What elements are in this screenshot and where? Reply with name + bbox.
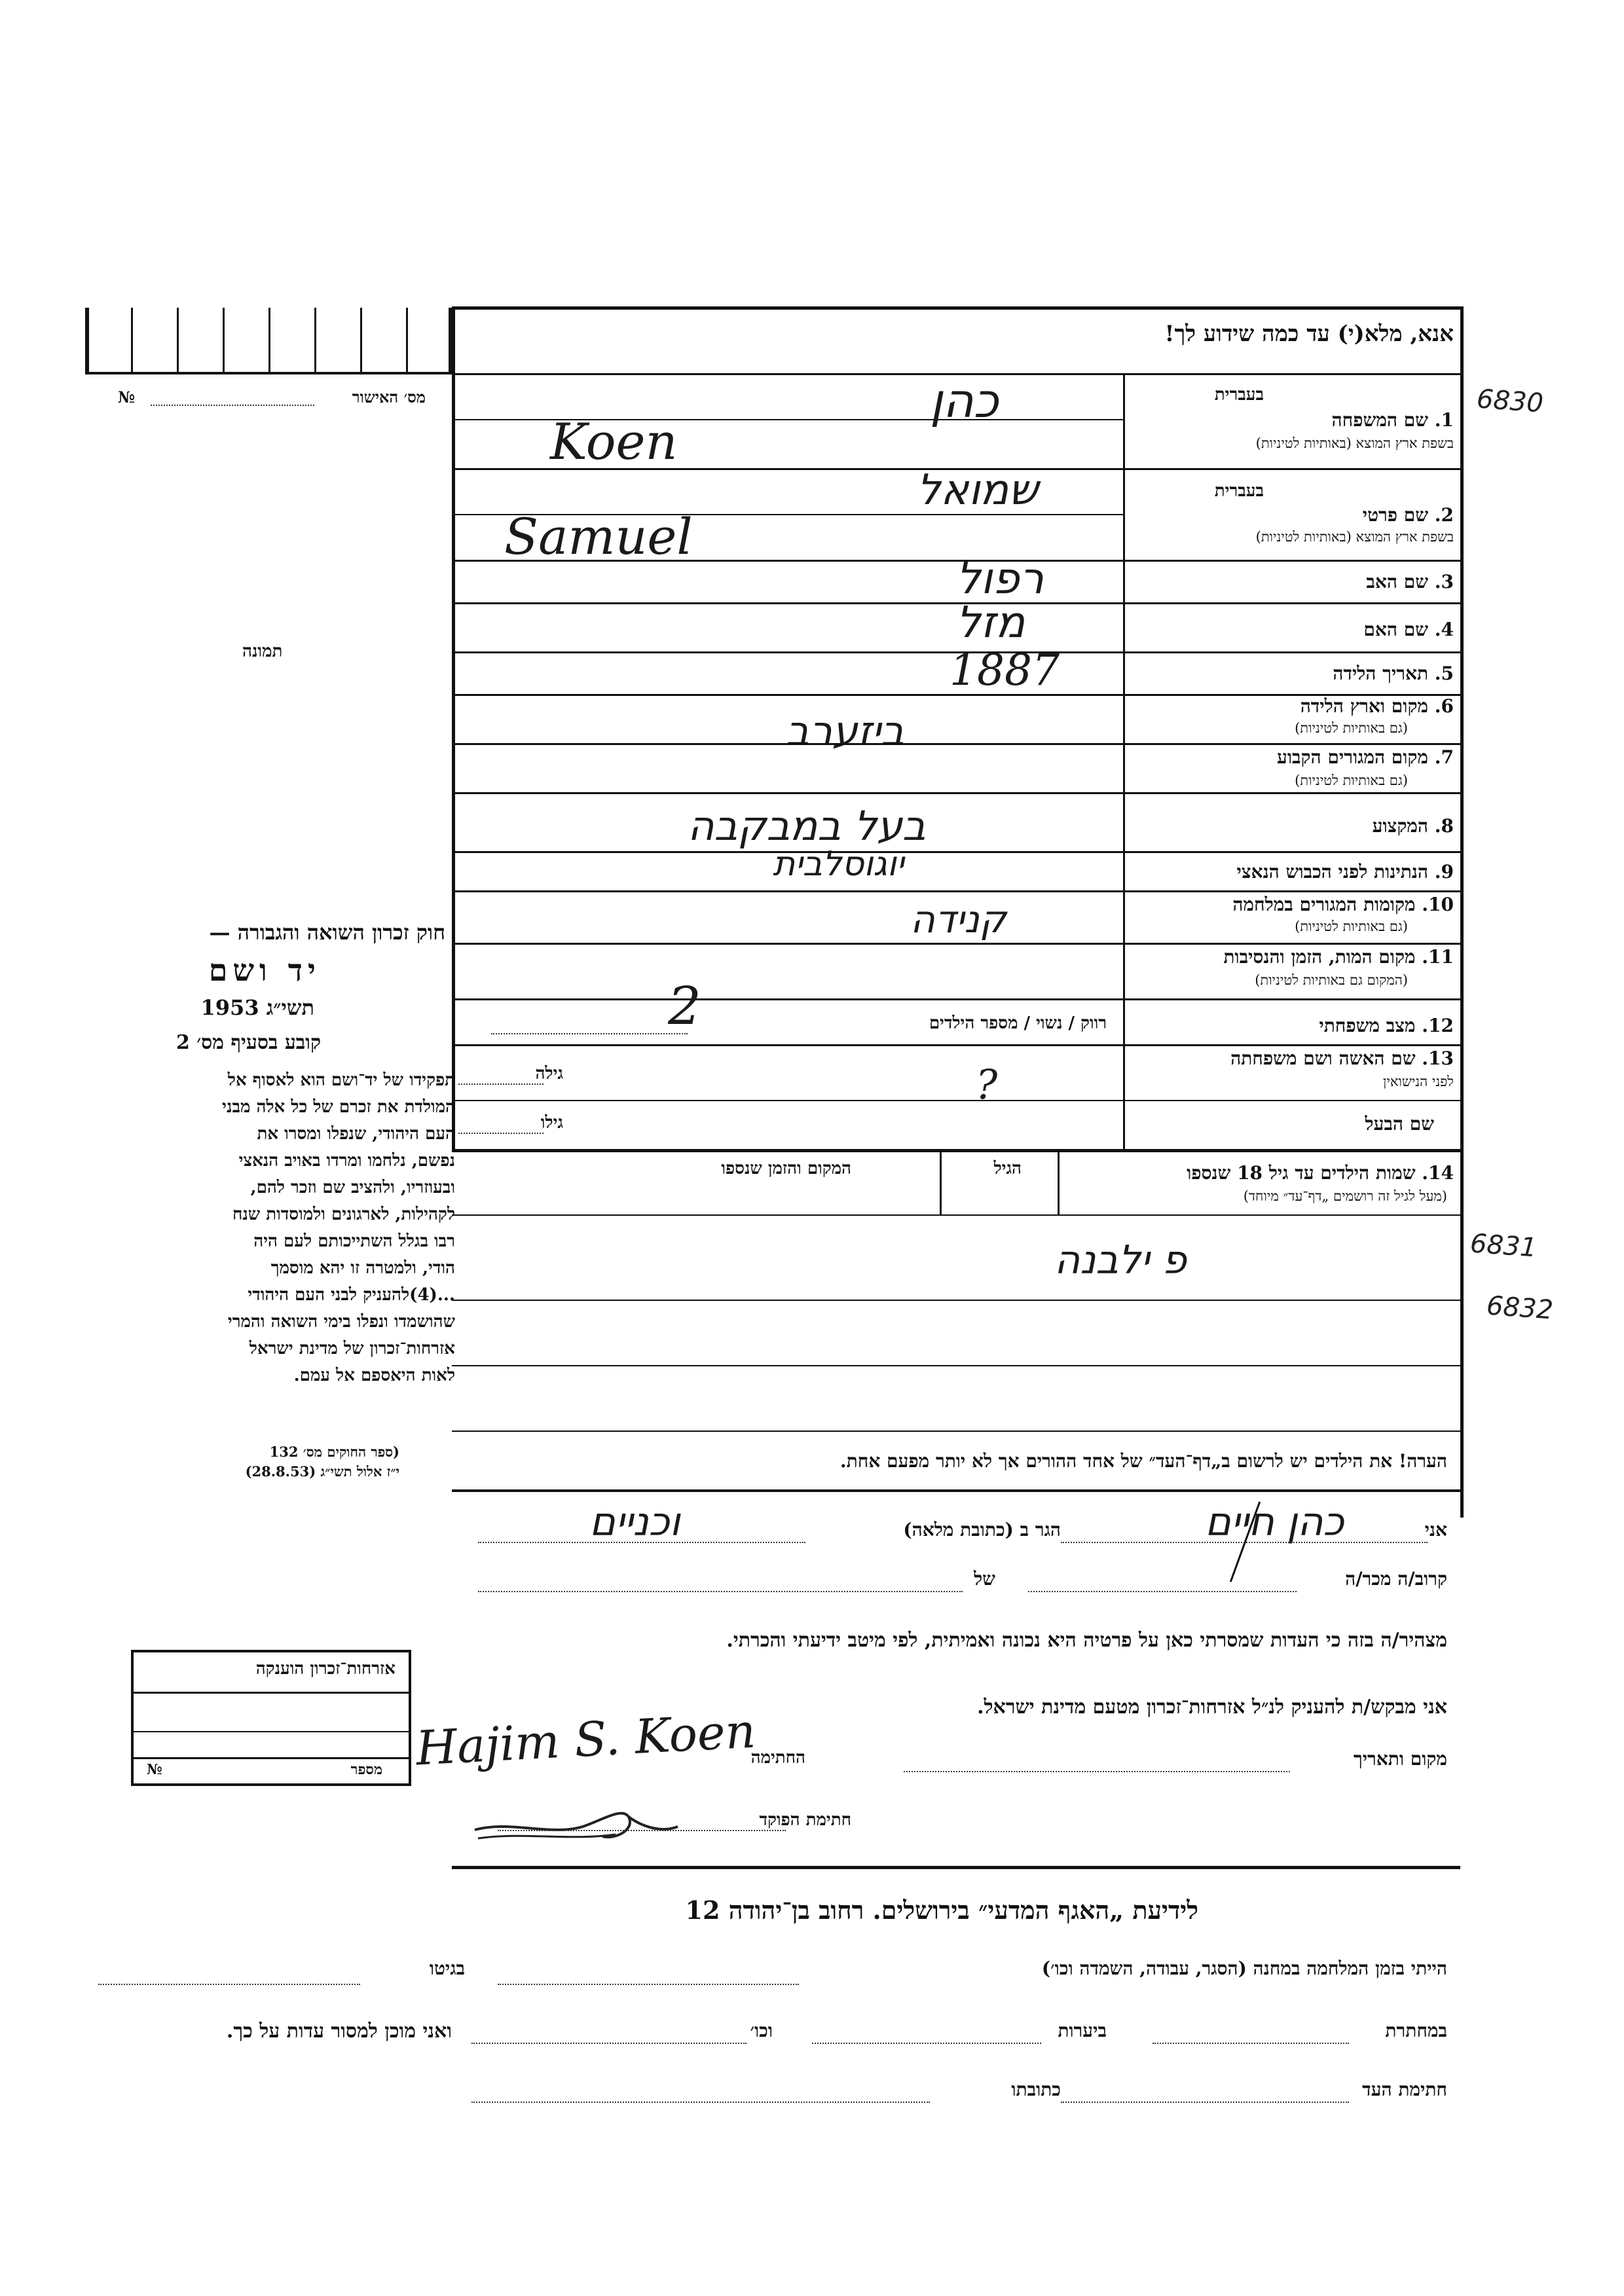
law-body (56, 1067, 455, 1389)
declarant-statement: מצהיר/ה בזה כי העדות שמסרתי כאן על פרטיה היא נכונה ואמיתית, לפי מיטב ידיעתי והכרתי. (726, 1629, 1447, 1652)
law-body-line: תפקידו של יד־ושם הוא לאסוף אל (227, 1070, 455, 1090)
law-body-line: שהושמדו ונפלו בימי השואה והמרי (227, 1312, 455, 1332)
declarant-residing-label: הגר ב (כתובת מלאה) (903, 1519, 1061, 1540)
field-10-sub: (גם באותיות לטיניות) (1295, 919, 1408, 934)
official-signature-scribble (471, 1800, 681, 1846)
field-7-label: 7. מקום המגורים הקבוע (1277, 746, 1454, 768)
footer-witness-signature: חתימת העד (1362, 2079, 1447, 2100)
form-top-border (452, 306, 1460, 310)
law-body-line: אזרחות־זכרון של מדינת ישראל (249, 1339, 455, 1358)
field-13-label: 13. שם האשה ושם משפחתה (1230, 1048, 1454, 1069)
margin-number-3: 6832 (1485, 1290, 1555, 1326)
children-place-header: המקום והזמן שנספו (721, 1159, 851, 1178)
footer-ghetto: בגיטו (429, 1958, 465, 1979)
field-2-hebrew-value: שמואל (917, 466, 1039, 515)
footer-ready-to-testify: ואני מוכן למסור עדות על כך. (226, 2020, 452, 2043)
hebrew-label-1: בעברית (1214, 385, 1264, 405)
law-body-line: הודי, ולמטרה זו יהא מוסמך (270, 1258, 455, 1278)
declarant-of-label: של (974, 1568, 995, 1590)
form-question: אנא, מלא(י) עד כמה שידוע לך! (1164, 321, 1454, 347)
field-4-label: 4. שם האם (1363, 619, 1454, 640)
law-body-line: רבו בגלל השתייכותם לעם היה (253, 1231, 455, 1251)
field-10-value: קנידה (910, 897, 1006, 941)
citizenship-box (131, 1650, 411, 1786)
law-ref-2: י״ז אלול תשי״ג (28.8.53) (245, 1463, 399, 1480)
field-13-value: ? (976, 1061, 998, 1108)
field-10-label: 10. מקומות המגורים במלחמה (1232, 894, 1454, 915)
photo-label: תמונה (242, 642, 283, 661)
field-7-sub: (גם באותיות לטיניות) (1295, 773, 1408, 788)
footer-address: כתובתו (1011, 2079, 1061, 2100)
declarant-name-value: כהן חיים (1205, 1499, 1344, 1545)
margin-number-2: 6831 (1469, 1228, 1538, 1264)
field-1-latin-value: Koen (550, 412, 678, 471)
field-12-label: 12. מצב משפחתי (1319, 1015, 1454, 1036)
field-5-value: 1887 (950, 645, 1060, 695)
field-13-age: גילה (535, 1064, 563, 1084)
place-date-label: מקום ותאריך (1353, 1748, 1447, 1770)
top-ruler-boxes (85, 308, 452, 373)
field-13-sub: לפני הנישואין (1383, 1074, 1454, 1089)
citizenship-box-title: אזרחות־זכרון הוענקה (255, 1659, 396, 1679)
field-6-label: 6. מקום וארץ הלידה (1300, 695, 1454, 717)
law-body-line: נפשם, נלחמו ומרדו באויב הנאצי (238, 1151, 455, 1171)
law-body-line: ...(4)להעניק לבני העם היהודי (248, 1285, 455, 1305)
signature-value: Hajim S. Koen (415, 1703, 757, 1776)
children-sub: (מעל לגיל זה רושמים „דף־עד״ מיוחד) (1243, 1188, 1447, 1204)
footer-line-1: הייתי בזמן המלחמה במחנה (הסגר, עבודה, השמדה וכו׳) (1041, 1958, 1447, 1979)
field-6-value: ביזערב (786, 707, 904, 755)
law-body-line: לאות היאספם אל עמם. (293, 1366, 455, 1385)
field-8-value: בעל במבקבה (688, 802, 926, 850)
approval-no-label: מס׳ האישור (352, 388, 426, 407)
law-body-line: ובעוזריו, ולהציב שם וזכר להם, (250, 1178, 455, 1197)
declarant-i-label: אני (1424, 1519, 1447, 1540)
field-2-latin-value: Samuel (504, 507, 693, 566)
form-left-border (452, 306, 455, 1151)
declarant-address-value: וכניים (589, 1499, 680, 1545)
field-2-sub: בשפת ארץ המוצא (באותיות לטיניות) (1255, 529, 1454, 545)
field-1-hebrew-value: כהן (930, 373, 999, 428)
law-title: חוק זכרון השואה והגבורה — (209, 920, 445, 945)
husband-age: גילו (540, 1113, 563, 1133)
declarant-relative-label: קרוב/ה מכר/ה (1345, 1568, 1447, 1590)
form-right-border (1460, 306, 1464, 1518)
field-3-label: 3. שם האב (1366, 571, 1454, 592)
field-1-label: 1. שם המשפחה (1331, 409, 1454, 431)
law-ref-1: (ספר החוקים מס׳ 132 (269, 1444, 399, 1460)
margin-number-1: 6830 (1475, 384, 1545, 419)
law-body-line: העם היהודי, שנפלו ומסרו את (257, 1124, 455, 1144)
field-11-sub: (המקום גם באותיות לטיניות) (1255, 972, 1408, 988)
signature-label: החתימה (750, 1748, 805, 1768)
field-12-value: 2 (668, 975, 701, 1036)
law-clause: קובע בסעיף מס׳ 2 (175, 1031, 321, 1054)
field-8-label: 8. המקצוע (1372, 815, 1454, 837)
field-6-sub: (גם באותיות לטיניות) (1295, 720, 1408, 736)
law-year: תשי״ג 1953 (200, 995, 314, 1020)
field-5-label: 5. תאריך הלידה (1333, 663, 1454, 684)
law-body-line: לקהילות, לארגונים ולמוסדות שנח (232, 1205, 455, 1224)
husband-label: שם הבעל (1365, 1113, 1434, 1135)
field-9-label: 9. הנתינות לפני הכבוש הנאצי (1236, 861, 1454, 883)
field-12-options: רווק / נשוי / מספר הילדים (929, 1013, 1107, 1033)
declarant-request: אני מבקש/ת להעניק לנ״ל אזרחות־זכרון מטעם מדינת ישראל. (977, 1696, 1447, 1719)
citizenship-box-no: מספר (350, 1761, 382, 1778)
hebrew-label-2: בעברית (1214, 481, 1264, 501)
law-body-line: המולדת את זכרם של כל אלה מבני (222, 1097, 455, 1117)
children-age-header: הגיל (993, 1159, 1022, 1178)
children-note: הערה! את הילדים יש לרשום ב„דף־העד״ של אחד ההורים אך לא יותר מפעם אחת. (840, 1450, 1447, 1472)
child-1-name: פ ילבנה (1054, 1237, 1187, 1283)
footer-etc: וכו׳ (750, 2020, 773, 2041)
official-signature-label: חתימת הפוקד (759, 1810, 851, 1830)
no-symbol: № (118, 388, 136, 407)
field-1-sub: בשפת ארץ המוצא (באותיות לטיניות) (1255, 435, 1454, 451)
field-2-label: 2. שם פרטי (1362, 504, 1454, 526)
field-4-value: מזל (956, 597, 1025, 647)
field-9-value: יוגוסלבית (773, 845, 904, 884)
footer-underground: במחתרת (1385, 2020, 1447, 2041)
field-3-value: רפול (956, 553, 1044, 604)
form-label-divider (1123, 373, 1125, 1149)
footer-notice: לידיעת „האגף המדעי״ בירושלים. רחוב בן־יהודה 12 (685, 1895, 1198, 1925)
field-11-label: 11. מקום המות, הזמן והנסיבות (1223, 946, 1454, 968)
yad-vashem-title: יד ושם (208, 953, 321, 988)
footer-forests: ביערות (1058, 2020, 1107, 2041)
citizenship-box-no-symbol: № (147, 1761, 162, 1778)
children-label: 14. שמות הילדים עד גיל 18 שנספו (1187, 1162, 1454, 1184)
